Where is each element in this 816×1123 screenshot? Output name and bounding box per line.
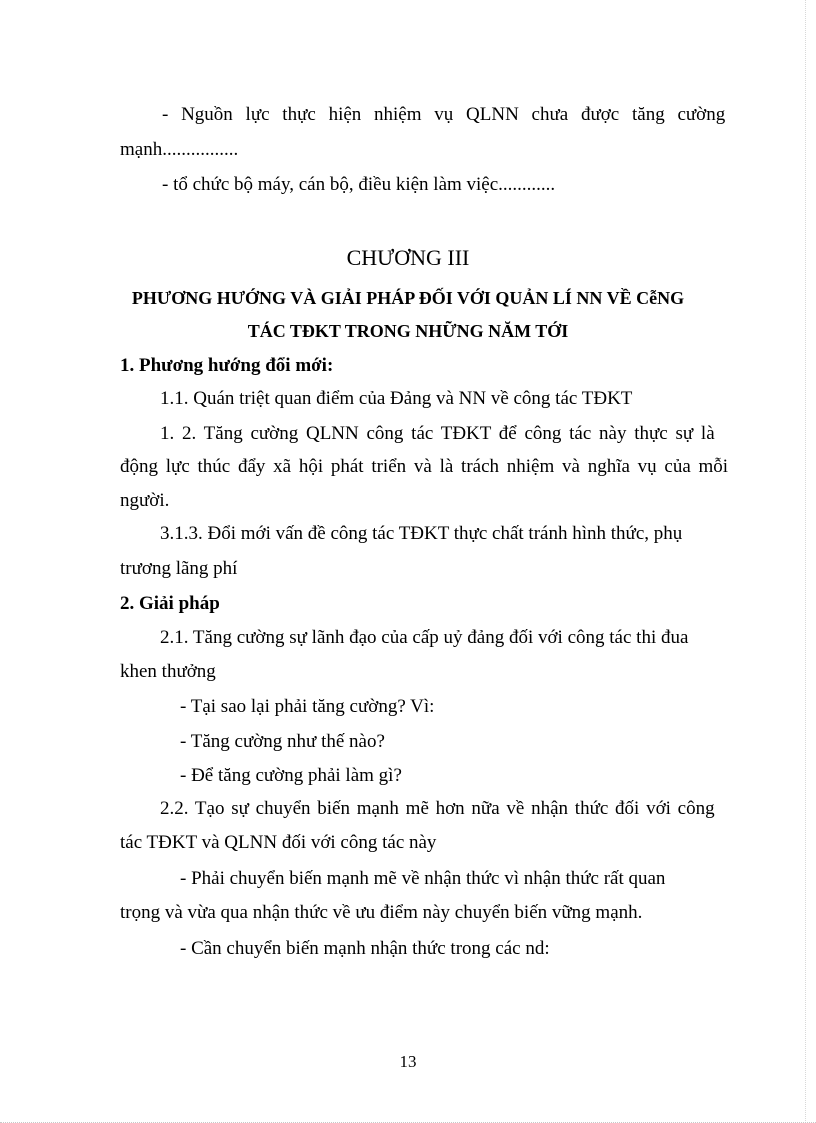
- chapter-title-line1: PHƯƠNG HƯỚNG VÀ GIẢI PHÁP ĐỐI VỚI QUẢN LÍ NN VỀ CễNG: [131, 288, 685, 308]
- item-2-2-line1: 2.2. Tạo sự chuyển biến mạnh mẽ hơn nữa về nhận thức đối với công: [160, 798, 715, 819]
- paragraph-resources-line1: - Nguồn lực thực hiện nhiệm vụ QLNN chưa được tăng cường: [162, 104, 726, 125]
- item-1-3-line2: trương lãng phí: [120, 558, 238, 579]
- paragraph-resources-line2: mạnh................: [120, 139, 239, 160]
- section-heading-direction: 1. Phương hướng đổi mới:: [120, 355, 334, 376]
- paragraph-organization: - tổ chức bộ máy, cán bộ, điều kiện làm việc............: [162, 174, 556, 195]
- section-heading-solutions: 2. Giải pháp: [120, 593, 220, 614]
- chapter-title-line2: TÁC TĐKT TRONG NHỮNG NĂM TỚI: [247, 321, 569, 341]
- page-number: 13: [399, 1052, 417, 1071]
- item-1-2-line2: động lực thúc đẩy xã hội phát triển và là trách nhiệm và nghĩa vụ của mỗi: [120, 456, 729, 477]
- item-2-2-line3: - Phải chuyển biến mạnh mẽ về nhận thức vì nhận thức rất quan: [180, 868, 666, 889]
- item-2-1-line2: khen thưởng: [120, 661, 216, 682]
- item-2-2-line2: tác TĐKT và QLNN đối với công tác này: [120, 832, 437, 853]
- item-1-1: 1.1. Quán triệt quan điểm của Đảng và NN về công tác TĐKT: [160, 388, 633, 409]
- question-what: - Để tăng cường phải làm gì?: [180, 765, 402, 786]
- item-1-3-line1: 3.1.3. Đổi mới vấn đề công tác TĐKT thực chất tránh hình thức, phụ: [160, 523, 683, 544]
- item-1-2-line3: người.: [120, 490, 170, 511]
- question-why: - Tại sao lại phải tăng cường? Vì:: [180, 696, 435, 717]
- item-2-2-line4: trọng và vừa qua nhận thức về ưu điểm này chuyển biến vững mạnh.: [120, 902, 643, 923]
- item-2-2-line5: - Cần chuyển biến mạnh nhận thức trong các nd:: [180, 938, 550, 959]
- item-2-1-line1: 2.1. Tăng cường sự lãnh đạo của cấp uỷ đảng đối với công tác thi đua: [160, 627, 689, 648]
- item-1-2-line1: 1. 2. Tăng cường QLNN công tác TĐKT để công tác này thực sự là: [160, 423, 715, 444]
- chapter-number: CHƯƠNG III: [346, 245, 470, 270]
- page-edge-right: [805, 0, 806, 1123]
- question-how: - Tăng cường như thế nào?: [180, 731, 385, 752]
